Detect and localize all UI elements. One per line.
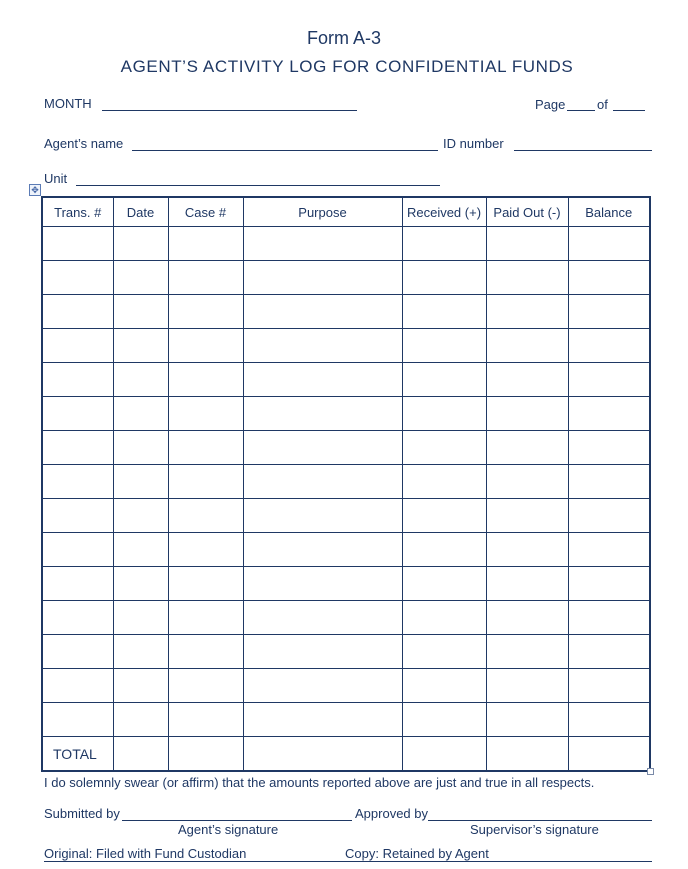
agent-name-label: Agent’s name (44, 136, 124, 151)
original-note: Original: Filed with Fund Custodian (44, 846, 247, 861)
total-balance-cell[interactable] (568, 737, 650, 772)
table-cell[interactable] (486, 295, 568, 329)
page-number-field[interactable] (567, 110, 595, 111)
table-cell[interactable] (402, 669, 486, 703)
table-cell[interactable] (168, 363, 243, 397)
total-cell[interactable] (113, 737, 168, 772)
table-cell[interactable] (42, 431, 113, 465)
table-row (42, 227, 650, 261)
table-cell[interactable] (568, 465, 650, 499)
table-cell[interactable] (168, 567, 243, 601)
agent-signature-caption: Agent’s signature (178, 822, 279, 837)
table-cell[interactable] (113, 295, 168, 329)
table-cell[interactable] (168, 227, 243, 261)
table-cell[interactable] (568, 601, 650, 635)
table-cell[interactable] (568, 635, 650, 669)
table-row (42, 431, 650, 465)
table-row (42, 669, 650, 703)
table-cell[interactable] (402, 465, 486, 499)
table-cell[interactable] (42, 669, 113, 703)
table-cell[interactable] (243, 669, 402, 703)
table-header-row (42, 197, 650, 227)
table-cell[interactable] (168, 261, 243, 295)
table-cell[interactable] (402, 703, 486, 737)
column-header-paid-out: Paid Out (-) (486, 197, 568, 227)
table-cell[interactable] (113, 431, 168, 465)
table-cell[interactable] (486, 329, 568, 363)
table-cell[interactable] (243, 363, 402, 397)
total-received-cell[interactable] (402, 737, 486, 772)
column-header-trans: Trans. # (42, 197, 113, 227)
table-row (42, 601, 650, 635)
total-cell[interactable] (243, 737, 402, 772)
table-cell[interactable] (402, 295, 486, 329)
table-cell[interactable] (243, 601, 402, 635)
table-cell[interactable] (42, 295, 113, 329)
oath-statement: I do solemnly swear (or affirm) that the amounts reported above are just and true in all respects. (44, 775, 595, 790)
table-cell[interactable] (486, 465, 568, 499)
table-row (42, 261, 650, 295)
total-row (42, 737, 650, 772)
form-id: Form A-3 (306, 28, 381, 48)
table-cell[interactable] (243, 295, 402, 329)
table-cell[interactable] (42, 567, 113, 601)
table-row (42, 533, 650, 567)
table-cell[interactable] (568, 567, 650, 601)
table-cell[interactable] (486, 397, 568, 431)
table-cell[interactable] (168, 635, 243, 669)
table-cell[interactable] (42, 363, 113, 397)
table-cell[interactable] (243, 703, 402, 737)
table-row (42, 329, 650, 363)
table-cell[interactable] (113, 227, 168, 261)
table-cell[interactable] (168, 601, 243, 635)
table-cell[interactable] (168, 465, 243, 499)
table-cell[interactable] (568, 397, 650, 431)
table-row (42, 567, 650, 601)
table-row (42, 635, 650, 669)
table-cell[interactable] (42, 499, 113, 533)
table-cell[interactable] (568, 295, 650, 329)
table-cell[interactable] (243, 261, 402, 295)
table-row (42, 465, 650, 499)
table-cell[interactable] (113, 363, 168, 397)
unit-label: Unit (44, 171, 68, 186)
table-cell[interactable] (113, 601, 168, 635)
table-cell[interactable] (402, 567, 486, 601)
month-field[interactable] (102, 110, 357, 111)
table-cell[interactable] (113, 533, 168, 567)
table-cell[interactable] (243, 329, 402, 363)
unit-field[interactable] (76, 185, 440, 186)
table-cell[interactable] (568, 227, 650, 261)
table-cell[interactable] (243, 397, 402, 431)
total-label: TOTAL (42, 737, 113, 772)
column-header-purpose: Purpose (243, 197, 402, 227)
table-cell[interactable] (243, 567, 402, 601)
id-number-label: ID number (443, 136, 504, 151)
table-cell[interactable] (486, 499, 568, 533)
form-title: AGENT’S ACTIVITY LOG FOR CONFIDENTIAL FUNDS (120, 57, 574, 76)
table-cell[interactable] (243, 533, 402, 567)
table-cell[interactable] (168, 329, 243, 363)
copy-note: Copy: Retained by Agent (345, 846, 489, 861)
table-cell[interactable] (402, 635, 486, 669)
activity-log-table (41, 196, 651, 772)
table-cell[interactable] (113, 635, 168, 669)
table-cell[interactable] (402, 261, 486, 295)
table-cell[interactable] (568, 363, 650, 397)
column-header-received: Received (+) (402, 197, 486, 227)
table-cell[interactable] (42, 635, 113, 669)
table-cell[interactable] (243, 465, 402, 499)
table-row (42, 363, 650, 397)
table-cell[interactable] (568, 669, 650, 703)
table-cell[interactable] (402, 227, 486, 261)
table-cell[interactable] (486, 635, 568, 669)
table-cell[interactable] (402, 601, 486, 635)
table-cell[interactable] (402, 397, 486, 431)
total-paid-out-cell[interactable] (486, 737, 568, 772)
table-cell[interactable] (113, 465, 168, 499)
table-cell[interactable] (486, 261, 568, 295)
table-cell[interactable] (486, 601, 568, 635)
table-cell[interactable] (42, 601, 113, 635)
table-cell[interactable] (402, 363, 486, 397)
table-row (42, 295, 650, 329)
table-cell[interactable] (402, 533, 486, 567)
month-label: MONTH (44, 96, 92, 111)
table-cell[interactable] (42, 329, 113, 363)
table-cell[interactable] (568, 703, 650, 737)
table-cell[interactable] (113, 499, 168, 533)
table-cell[interactable] (568, 329, 650, 363)
table-cell[interactable] (113, 397, 168, 431)
table-resize-handle[interactable] (647, 768, 654, 775)
table-cell[interactable] (113, 261, 168, 295)
table-cell[interactable] (243, 227, 402, 261)
table-cell[interactable] (568, 499, 650, 533)
column-header-date: Date (113, 197, 168, 227)
table-cell[interactable] (168, 669, 243, 703)
table-cell[interactable] (168, 431, 243, 465)
table-row (42, 703, 650, 737)
table-cell[interactable] (168, 499, 243, 533)
footer-rule (44, 861, 652, 862)
table-cell[interactable] (486, 227, 568, 261)
supervisor-signature-caption: Supervisor’s signature (470, 822, 599, 837)
table-cell[interactable] (168, 703, 243, 737)
table-cell[interactable] (243, 431, 402, 465)
table-cell[interactable] (42, 465, 113, 499)
table-cell[interactable] (486, 567, 568, 601)
table-cell[interactable] (243, 635, 402, 669)
table-cell[interactable] (168, 295, 243, 329)
submitted-by-label: Submitted by (44, 806, 120, 821)
approved-by-label: Approved by (355, 806, 428, 821)
table-cell[interactable] (402, 431, 486, 465)
page-label: Page (535, 97, 566, 112)
table-cell[interactable] (168, 533, 243, 567)
of-label: of (597, 97, 608, 112)
table-cell[interactable] (568, 533, 650, 567)
column-header-case: Case # (168, 197, 243, 227)
table-cell[interactable] (486, 533, 568, 567)
table-cell[interactable] (42, 397, 113, 431)
supervisor-signature-field[interactable] (428, 820, 652, 821)
table-row (42, 397, 650, 431)
table-cell[interactable] (113, 567, 168, 601)
table-cell[interactable] (113, 669, 168, 703)
agent-name-field[interactable] (132, 150, 438, 151)
total-cell[interactable] (168, 737, 243, 772)
table-row (42, 499, 650, 533)
page-total-field[interactable] (613, 110, 645, 111)
table-cell[interactable] (402, 329, 486, 363)
table-cell[interactable] (42, 533, 113, 567)
table-cell[interactable] (42, 703, 113, 737)
table-cell[interactable] (42, 227, 113, 261)
table-cell[interactable] (113, 703, 168, 737)
table-cell[interactable] (243, 499, 402, 533)
table-cell[interactable] (486, 431, 568, 465)
table-cell[interactable] (402, 499, 486, 533)
table-cell[interactable] (42, 261, 113, 295)
table-cell[interactable] (568, 261, 650, 295)
table-cell[interactable] (113, 329, 168, 363)
table-cell[interactable] (486, 703, 568, 737)
table-cell[interactable] (486, 363, 568, 397)
table-cell[interactable] (486, 669, 568, 703)
column-header-balance: Balance (568, 197, 650, 227)
table-cell[interactable] (568, 431, 650, 465)
table-cell[interactable] (168, 397, 243, 431)
id-number-field[interactable] (514, 150, 652, 151)
table-move-handle-icon[interactable]: ✥ (29, 184, 41, 196)
agent-signature-field[interactable] (122, 820, 352, 821)
